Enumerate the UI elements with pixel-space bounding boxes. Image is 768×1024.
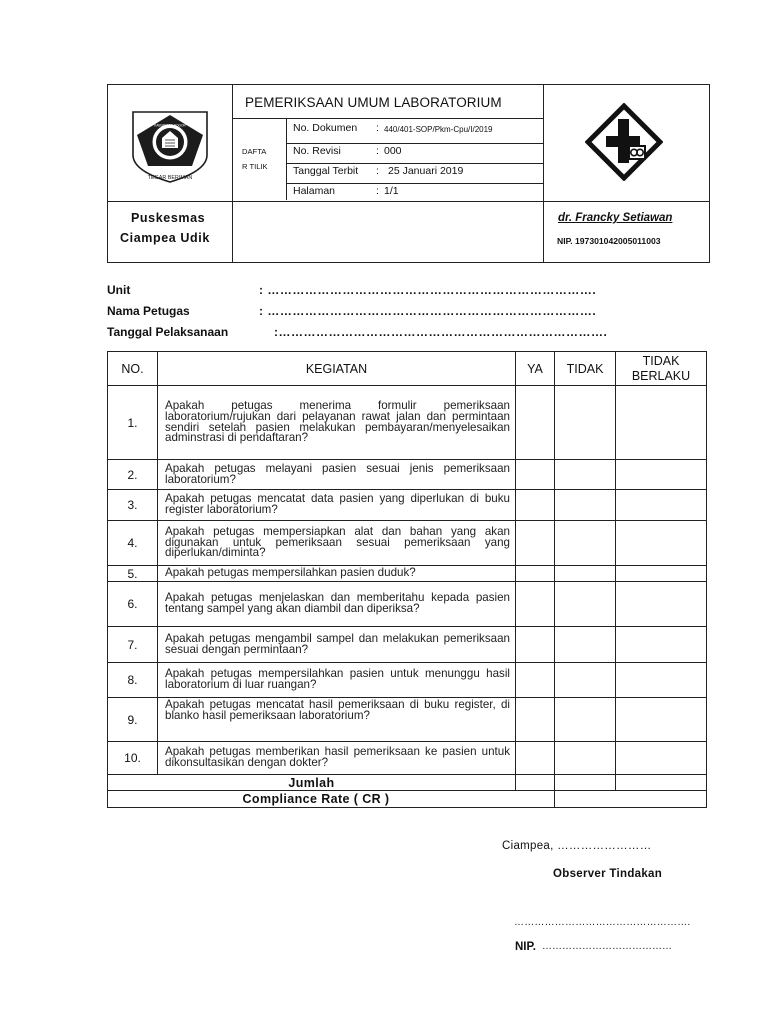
cell-no[interactable]: [555, 521, 616, 566]
header-divider: [232, 85, 233, 262]
row-activity: Apakah petugas mempersiapkan alat dan bahan yang akan digunakan untuk pemeriksaan sesuai pemeriksaan yang diperlukan/diminta?: [158, 521, 516, 566]
row-number: 10.: [108, 742, 158, 775]
cell-not-applicable[interactable]: [616, 698, 707, 742]
cell-not-applicable[interactable]: [616, 566, 707, 582]
column-header-not-applicable: [616, 352, 707, 386]
header-divider: [286, 183, 543, 184]
cell-not-applicable[interactable]: [616, 627, 707, 663]
head-nip: NIP. 197301042005011003: [557, 236, 661, 246]
column-header-yes: YA: [516, 352, 555, 386]
table-row: [108, 663, 707, 698]
field-separator: :: [376, 165, 379, 177]
row-number: 3.: [108, 490, 158, 521]
row-number: 6.: [108, 582, 158, 627]
row-number: 9.: [108, 698, 158, 742]
row-number: 8.: [108, 663, 158, 698]
total-row: [108, 775, 707, 791]
document-type: R TILIK: [242, 162, 268, 171]
field-separator: :: [376, 185, 379, 197]
column-header-na-line1: TIDAK: [642, 353, 680, 368]
cell-not-applicable[interactable]: [616, 490, 707, 521]
table-row: [108, 490, 707, 521]
document-title: PEMERIKSAAN UMUM LABORATORIUM: [245, 95, 502, 110]
field-value-revision: 000: [384, 145, 402, 157]
cell-not-applicable[interactable]: [616, 663, 707, 698]
cell-no[interactable]: [555, 460, 616, 490]
total-label: Jumlah: [108, 775, 516, 791]
cell-yes[interactable]: [516, 521, 555, 566]
officer-name-field[interactable]: : …………………………………………………………………….: [259, 304, 597, 318]
cell-not-applicable[interactable]: [616, 386, 707, 460]
total-yes[interactable]: [516, 775, 555, 791]
field-label-revision: No. Revisi: [293, 145, 341, 157]
header-divider: [108, 201, 710, 202]
regency-shield-icon: [129, 109, 211, 185]
column-header-no-answer: TIDAK: [555, 352, 616, 386]
cell-no[interactable]: [555, 582, 616, 627]
cell-yes[interactable]: [516, 386, 555, 460]
nip-field[interactable]: …………………………………: [542, 941, 672, 952]
row-activity: Apakah petugas mencatat hasil pemeriksaan di buku register, di blanko hasil pemeriksaan laboratorium?: [158, 698, 516, 742]
header-divider: [286, 118, 287, 200]
cell-no[interactable]: [555, 490, 616, 521]
row-number: 2.: [108, 460, 158, 490]
cell-no[interactable]: [555, 698, 616, 742]
table-row: [108, 521, 707, 566]
column-header-na-line2: BERLAKU: [631, 368, 691, 383]
row-number: 4.: [108, 521, 158, 566]
column-header-activity: KEGIATAN: [158, 352, 516, 386]
cell-not-applicable[interactable]: [616, 521, 707, 566]
cell-yes[interactable]: [516, 698, 555, 742]
document-type: DAFTA: [242, 147, 267, 156]
field-separator: :: [376, 145, 379, 157]
field-label-page: Halaman: [293, 185, 336, 197]
officer-name-label: Nama Petugas: [107, 304, 190, 318]
cell-not-applicable[interactable]: [616, 582, 707, 627]
table-row: [108, 566, 707, 582]
row-activity: Apakah petugas melayani pasien sesuai jenis pemeriksaan laboratorium?: [158, 460, 516, 490]
cell-yes[interactable]: [516, 742, 555, 775]
row-number: 5.: [108, 566, 158, 582]
org-name: Puskesmas: [131, 211, 206, 225]
table-row: [108, 698, 707, 742]
row-activity: Apakah petugas mengambil sampel dan melakukan pemeriksaan sesuai dengan permintaan?: [158, 627, 516, 663]
org-location: Ciampea Udik: [120, 231, 210, 245]
observer-title: Observer Tindakan: [553, 868, 663, 880]
cell-yes[interactable]: [516, 460, 555, 490]
logo-motto: TEGAR BERIMAN: [147, 175, 193, 181]
total-not-applicable[interactable]: [616, 775, 707, 791]
document-header: [107, 84, 710, 263]
field-value-doc-number: 440/401-SOP/Pkm-Cpu/I/2019: [384, 125, 493, 134]
cell-no[interactable]: [555, 566, 616, 582]
field-label-issue-date: Tanggal Terbit: [293, 165, 359, 177]
execution-date-field[interactable]: :…………………………………………………………………….: [274, 325, 608, 339]
cell-no[interactable]: [555, 663, 616, 698]
compliance-value[interactable]: [555, 791, 707, 808]
cell-yes[interactable]: [516, 627, 555, 663]
cell-not-applicable[interactable]: [616, 742, 707, 775]
execution-date-label: Tanggal Pelaksanaan: [107, 325, 229, 339]
puskesmas-cross-icon: [585, 103, 663, 181]
compliance-row: [108, 791, 707, 808]
field-value-page: 1/1: [384, 185, 399, 197]
row-activity: Apakah petugas menerima formulir pemeriksaan laboratorium/rujukan dari pelayanan rawat jalan dan permintaan sendiri setelah pasien melakukan pembayaran/menyelesaikan adminstrasi di pendaftaran?: [158, 386, 516, 460]
row-activity: Apakah petugas mempersilahkan pasien untuk menunggu hasil laboratorium di luar ruangan?: [158, 663, 516, 698]
logo-ring-text: KABUPATEN BOGOR: [154, 123, 186, 128]
field-separator: :: [376, 122, 379, 134]
nip-label: NIP.: [515, 941, 536, 953]
row-number: 1.: [108, 386, 158, 460]
place-date[interactable]: Ciampea, ……………………: [502, 840, 652, 852]
field-value-issue-date: 25 Januari 2019: [388, 165, 464, 177]
cell-yes[interactable]: [516, 663, 555, 698]
column-header-no: NO.: [108, 352, 158, 386]
row-activity: Apakah petugas memberikan hasil pemeriksaan ke pasien untuk dikonsultasikan dengan dokter?: [158, 742, 516, 775]
cell-yes[interactable]: [516, 490, 555, 521]
row-activity: Apakah petugas menjelaskan dan memberitahu kepada pasien tentang sampel yang akan diambil dan diperiksa?: [158, 582, 516, 627]
row-activity: Apakah petugas mencatat data pasien yang diperlukan di buku register laboratorium?: [158, 490, 516, 521]
cell-no[interactable]: [555, 386, 616, 460]
row-activity: Apakah petugas mempersilahkan pasien duduk?: [158, 566, 516, 582]
cell-no[interactable]: [555, 627, 616, 663]
checklist-table: [107, 351, 707, 808]
cell-yes[interactable]: [516, 566, 555, 582]
table-row: [108, 582, 707, 627]
cell-yes[interactable]: [516, 582, 555, 627]
header-divider: [543, 85, 544, 262]
header-divider: [232, 118, 543, 119]
table-row: [108, 742, 707, 775]
table-row: [108, 386, 707, 460]
head-name: dr. Francky Setiawan: [558, 212, 673, 224]
cell-no[interactable]: [555, 742, 616, 775]
total-no[interactable]: [555, 775, 616, 791]
table-row: [108, 460, 707, 490]
row-number: 7.: [108, 627, 158, 663]
table-header-row: [108, 352, 707, 386]
unit-field[interactable]: : …………………………………………………………………….: [259, 283, 597, 297]
header-divider: [286, 143, 543, 144]
unit-label: Unit: [107, 283, 131, 297]
header-divider: [286, 163, 543, 164]
field-label-doc-number: No. Dokumen: [293, 122, 358, 134]
signature-line[interactable]: …………………………………………….: [514, 917, 691, 928]
cell-not-applicable[interactable]: [616, 460, 707, 490]
compliance-label: Compliance Rate ( CR ): [108, 791, 555, 808]
table-row: [108, 627, 707, 663]
